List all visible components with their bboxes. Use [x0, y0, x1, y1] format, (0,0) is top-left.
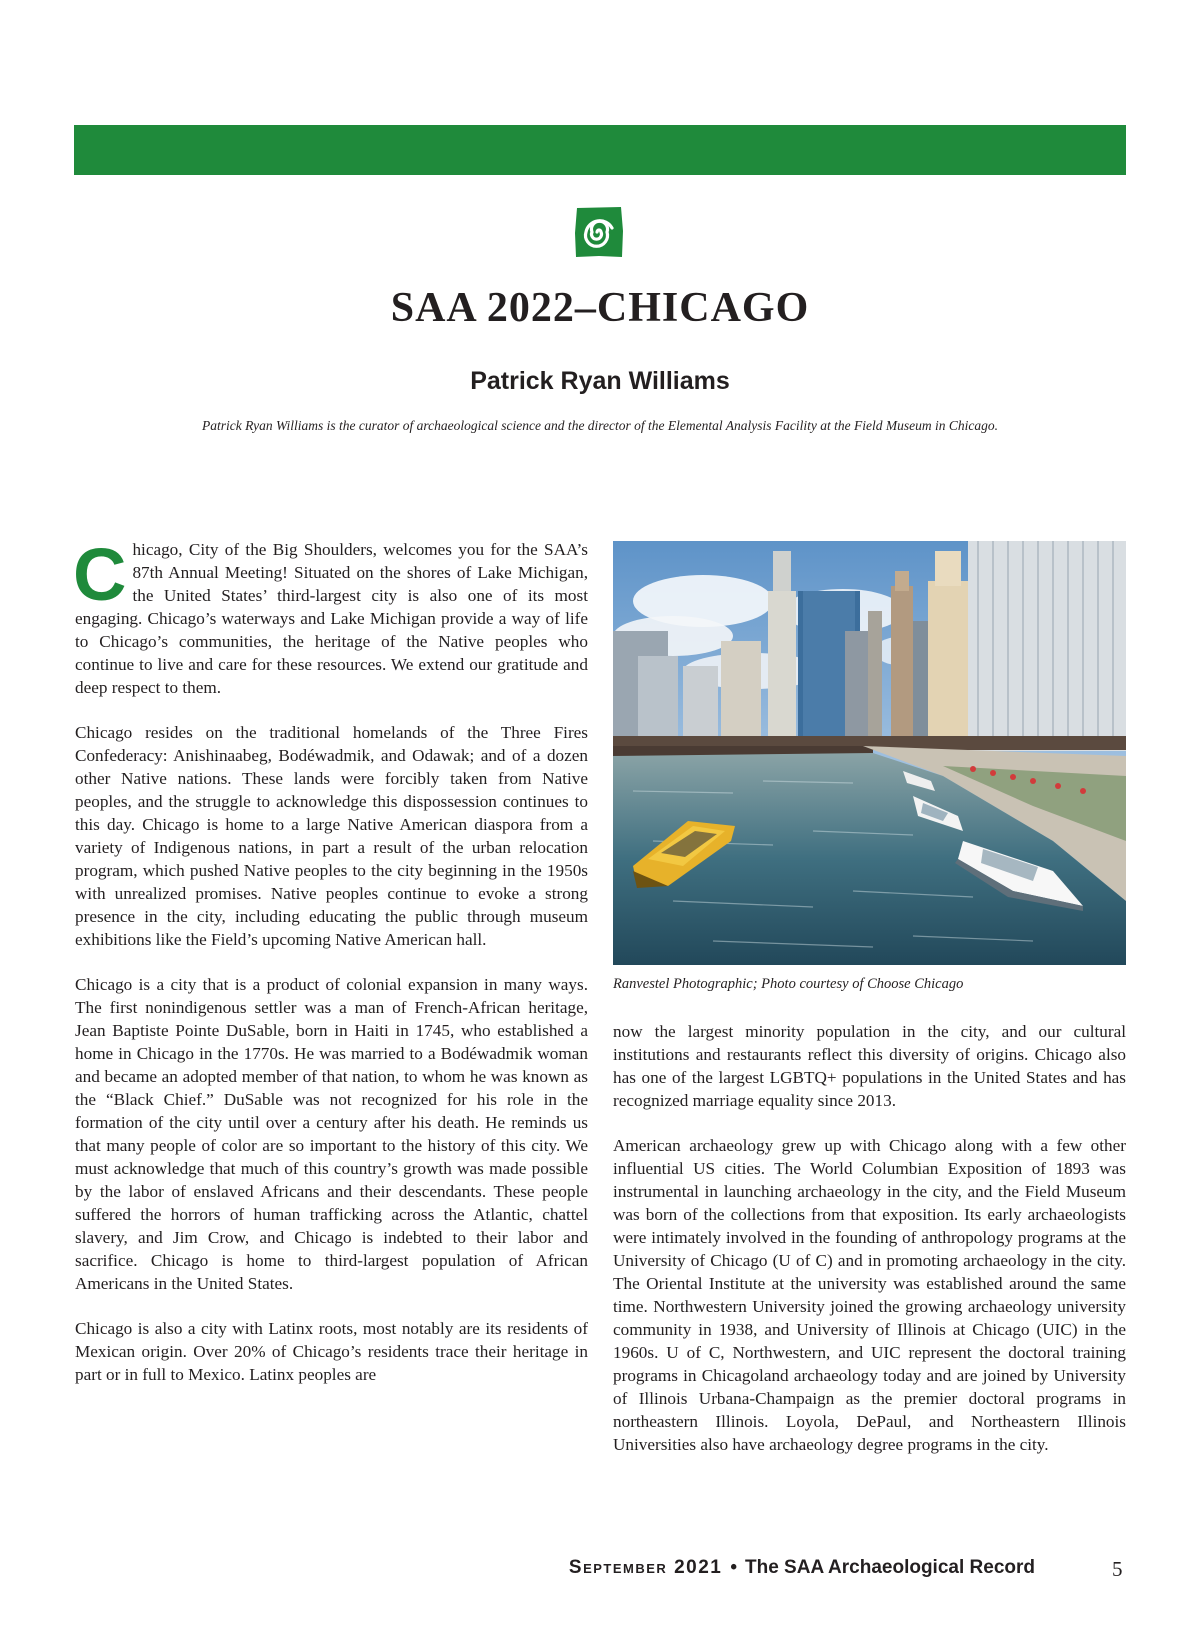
spiral-logo-icon [573, 205, 625, 259]
article-title: SAA 2022–CHICAGO [390, 285, 810, 331]
running-footer [569, 1557, 1035, 1579]
paragraph-1-text: hicago, City of the Big Shoulders, welcomes you for the SAA’s 87th Annual Meeting! Situated on the shores of Lake Michigan, the United States’ third-largest city is also one of its most engaging. Chicago’s waterways and Lake Michigan provide a way of life to Chicago’s communities, the heritage of the Native peoples who continue to live and care for these resources. We extend our gratitude and deep respect to them. [75, 540, 588, 697]
paragraph-3: Chicago is a city that is a product of colonial expansion in many ways. The first nonindigenous settler was a man of French-African heritage, Jean Baptiste Pointe DuSable, born in Haiti in 1745, who established a home in Chicago in the 1770s. He was married to a Bodéwadmik woman and became an adopted member of that nation, to whom he was known as the “Black Chief.” DuSable was not recognized for his role in the formation of the city until over a century after his death. He reminds us that many people of color are so important to the history of this city. We must acknowledge that much of this country’s growth was made possible by the labor of enslaved Africans and their descendants. These people suffered the horrors of human trafficking across the Atlantic, chattel slavery, and Jim Crow, and Chicago is indebted to their labor and sacrifice. Chicago is home to third-largest population of African Americans in the United States. [75, 975, 588, 1293]
paragraph-5: now the largest minority population in the city, and our cultural institutions and restaurants reflect this diversity of origins. Chicago also has one of the largest LGBTQ+ populations in the United States and has recognized marriage equality since 2013. [613, 1022, 1126, 1110]
chicago-river-illustration [613, 541, 1126, 965]
header-band [74, 125, 1126, 175]
footer-separator: • [730, 1557, 737, 1578]
author-name: Patrick Ryan Williams [470, 367, 730, 395]
footer-month: September 2021 [568, 1557, 723, 1578]
footer-journal: The SAA Archaeological Record [745, 1557, 1035, 1578]
left-column [73, 533, 588, 1408]
right-column [613, 1020, 1126, 1478]
paragraph-2: Chicago resides on the traditional homelands of the Three Fires Confederacy: Anishinaabeg, Bodéwadmik, and Odawak; and of a dozen other Native nations. These lands were forcibly taken from Native peoples, and the struggle to acknowledge this dispossession continues to this day. Chicago is home to a large Native American diaspora from a variety of Indigenous nations, in part a result of the urban relocation program, which pushed Native peoples to the city beginning in the 1950s with unrealized promises. Native peoples continue to evoke a strong presence in the city, including educating the public through museum exhibitions like the Field’s upcoming Native American hall. [75, 723, 588, 949]
paragraph-4: Chicago is also a city with Latinx roots, most notably are its residents of Mexican origin. Over 20% of Chicago’s residents trace their heritage in part or in full to Mexico. Latinx peoples are [75, 1319, 588, 1384]
photo-caption: Ranvestel Photographic; Photo courtesy of Choose Chicago [613, 976, 964, 992]
paragraph-6: American archaeology grew up with Chicago along with a few other influential US cities. The World Columbian Exposition of 1893 was instrumental in launching archaeology in the city, and the Field Museum was born of the collections from that exposition. Its early archaeologists were intimately involved in the founding of anthropology programs at the University of Chicago (U of C) and in promoting archaeology in the city. The Oriental Institute at the university was established around the same time. Northwestern University joined the growing archaeology university community in 1938, and University of Illinois at Chicago (UIC) in the 1960s. U of C, Northwestern, and UIC represent the doctoral training programs in Chicagoland archaeology today and are joined by University of Illinois Urbana-Champaign as the premier doctoral programs in northeastern Illinois. Loyola, DePaul, and Northeastern Illinois Universities also have archaeology degree programs in the city. [613, 1136, 1126, 1454]
page-number: 5 [1112, 1557, 1123, 1581]
paragraph-1 [73, 533, 588, 699]
author-bio: Patrick Ryan Williams is the curator of archaeological science and the director of the Elemental Analysis Facility at the Field Museum in Chicago. [202, 418, 998, 433]
chicago-river-photo [613, 541, 1126, 965]
drop-cap: C [73, 533, 127, 616]
